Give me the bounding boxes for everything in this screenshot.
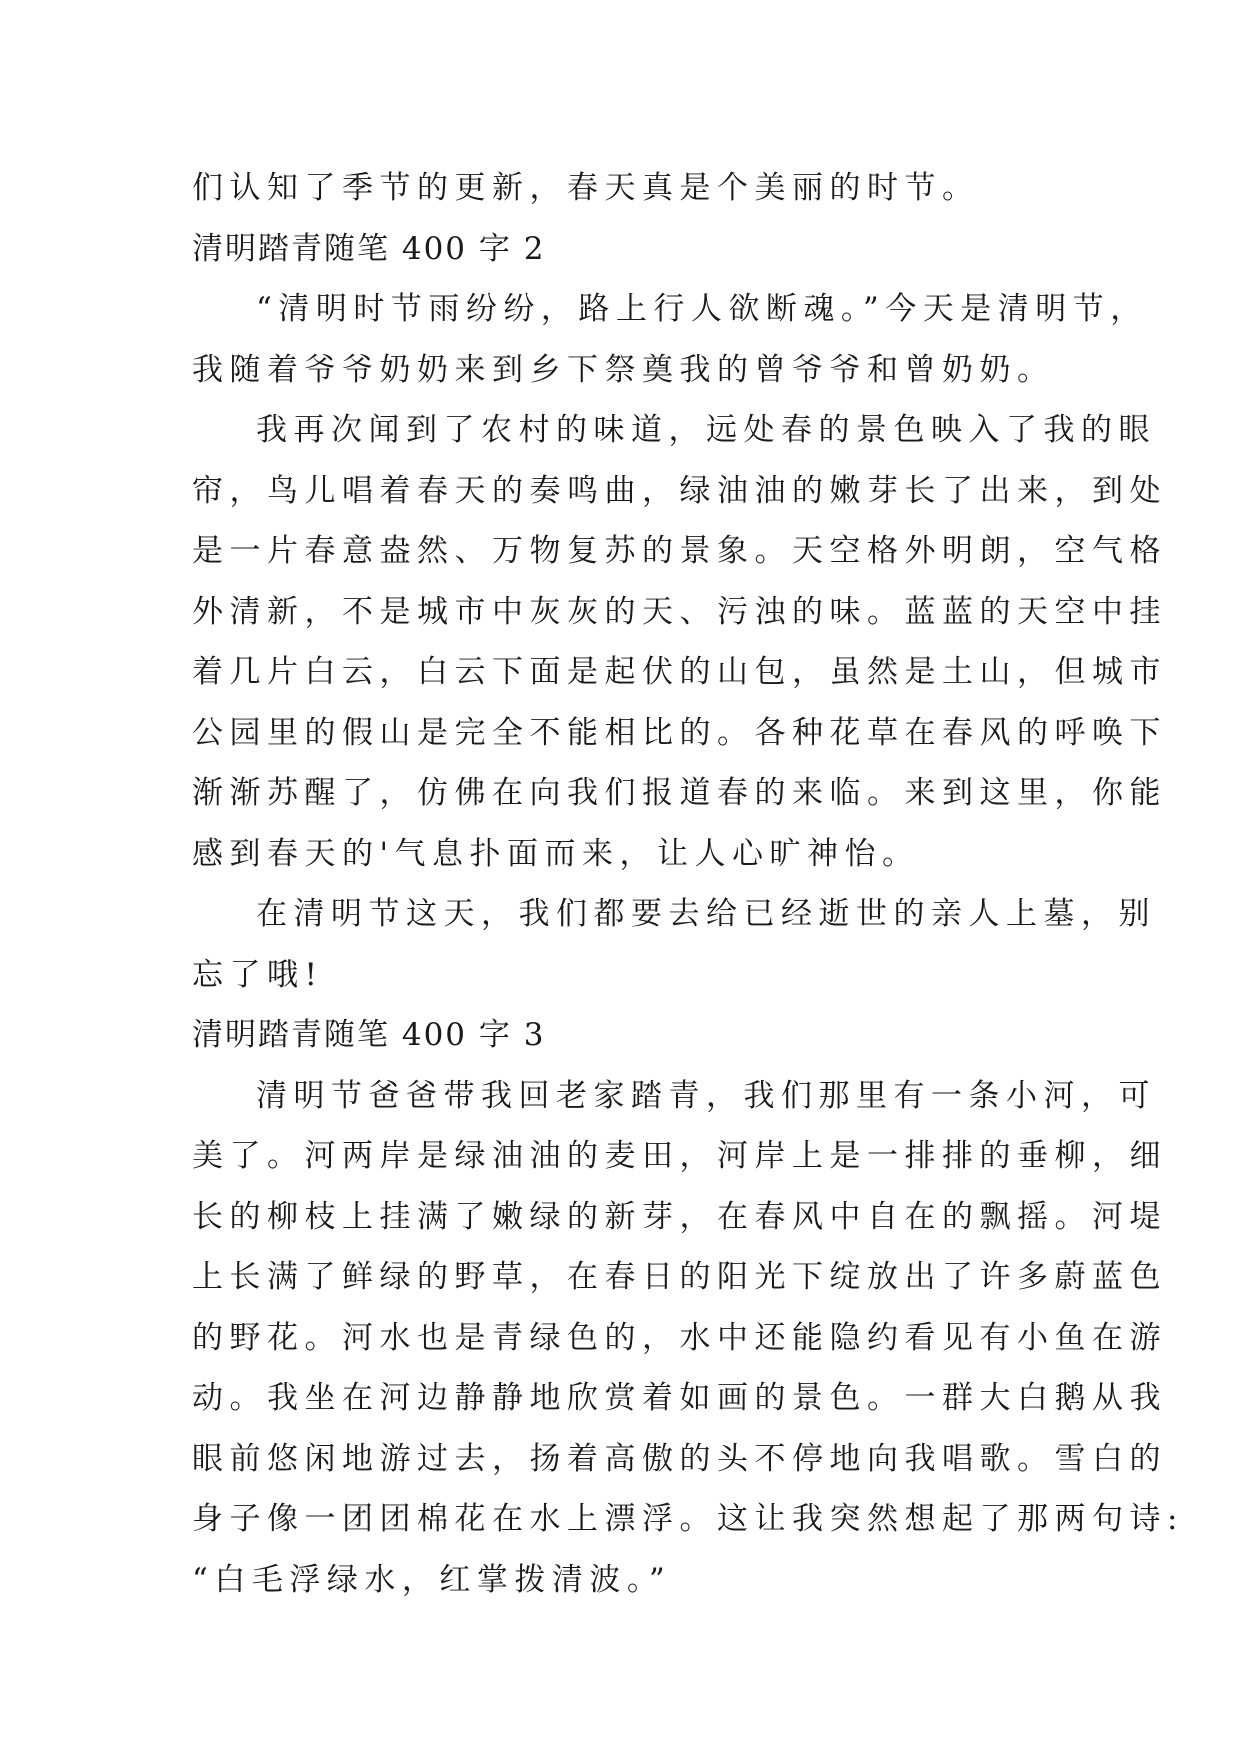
text-line: 公园里的假山是完全不能相比的。各种花草在春风的呼唤下 xyxy=(192,714,1167,751)
section-heading: 清明踏青随笔 400 字 3 xyxy=(192,1017,546,1053)
text-line: 上长满了鲜绿的野草，在春日的阳光下绽放出了许多蔚蓝色 xyxy=(192,1259,1167,1295)
text-line: 美了。河两岸是绿油油的麦田，河岸上是一排排的垂柳，细 xyxy=(192,1138,1167,1174)
text-line: 着几片白云，白云下面是起伏的山包，虽然是土山，但城市 xyxy=(192,654,1167,690)
text-line: 外清新，不是城市中灰灰的天、污浊的味。蓝蓝的天空中挂 xyxy=(192,593,1167,630)
text-line: “白毛浮绿水，红掌拨清波。” xyxy=(192,1561,672,1598)
paragraph-first-line: 清明节爸爸带我回老家踏青，我们那里有一条小河，可 xyxy=(256,1077,1156,1114)
paragraph-first-line: “清明时节雨纷纷，路上行人欲断魂。”今天是清明节， xyxy=(256,291,1148,327)
text-line: 长的柳枝上挂满了嫩绿的新芽，在春风中自在的飘摇。河堤 xyxy=(192,1198,1167,1235)
document-body xyxy=(192,158,1184,1610)
text-line: 渐渐苏醒了，仿佛在向我们报道春的来临。来到这里，你能 xyxy=(192,775,1167,811)
text-line: 忘了哦! xyxy=(192,956,324,993)
text-line: 帘，鸟儿唱着春天的奏鸣曲，绿油油的嫩芽长了出来，到处 xyxy=(192,472,1167,509)
text-line: 身子像一团团棉花在水上漂浮。这让我突然想起了那两句诗: xyxy=(192,1501,1184,1537)
paragraph-first-line: 我再次闻到了农村的味道，远处春的景色映入了我的眼 xyxy=(256,412,1156,448)
section-heading: 清明踏青随笔 400 字 2 xyxy=(192,230,546,267)
text-line: 动。我坐在河边静静地欣赏着如画的景色。一群大白鹅从我 xyxy=(192,1380,1167,1416)
paragraph-first-line: 在清明节这天，我们都要去给已经逝世的亲人上墓，别 xyxy=(256,896,1156,932)
text-line: 感到春天的'气息扑面而来，让人心旷神怡。 xyxy=(192,835,920,872)
text-line: 我随着爷爷奶奶来到乡下祭奠我的曾爷爷和曾奶奶。 xyxy=(192,351,1055,388)
text-line: 的野花。河水也是青绿色的，水中还能隐约看见有小鱼在游 xyxy=(192,1319,1167,1356)
text-line: 们认知了季节的更新，春天真是个美丽的时节。 xyxy=(192,170,980,206)
text-line: 眼前悠闲地游过去，扬着高傲的头不停地向我唱歌。雪白的 xyxy=(192,1440,1167,1477)
text-line: 是一片春意盎然、万物复苏的景象。天空格外明朗，空气格 xyxy=(192,533,1167,569)
